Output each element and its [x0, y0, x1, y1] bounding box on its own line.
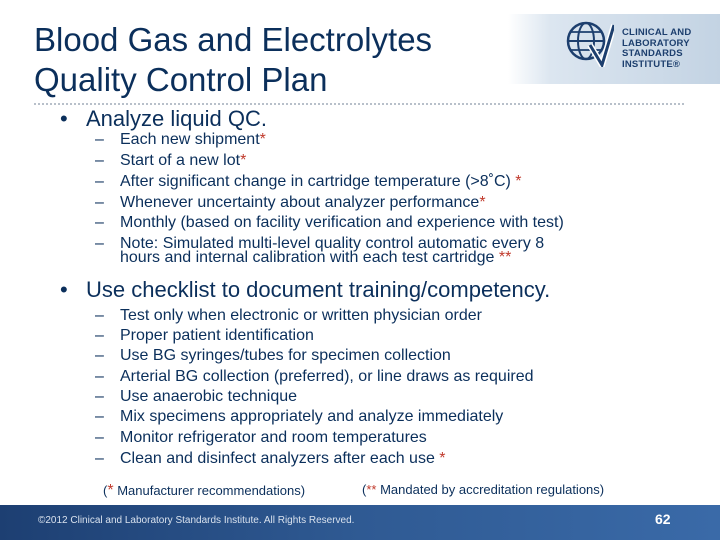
section2-heading — [60, 277, 550, 303]
slide-title-line1: Blood Gas and Electrolytes — [34, 21, 433, 58]
section2-heading-text: Use checklist to document training/competency. — [86, 277, 551, 302]
logo-line1: CLINICAL AND — [622, 27, 692, 38]
section1-heading — [60, 106, 267, 132]
slide-title — [34, 20, 432, 100]
copyright-text: ©2012 Clinical and Laboratory Standards Institute. All Rights Reserved. — [38, 515, 355, 526]
page-number: 62 — [655, 511, 671, 527]
title-divider — [34, 103, 684, 105]
globe-logo-icon — [562, 15, 614, 67]
logo-line2: LABORATORY — [622, 37, 690, 49]
footnote-manufacturer: (* Manufacturer recommendations) — [103, 482, 306, 499]
logo-wordmark — [622, 28, 691, 70]
slide-title-line2: Quality Control Plan — [34, 61, 328, 98]
logo-line3: STANDARDS — [622, 48, 683, 59]
footnote-accreditation: (** Mandated by accreditation regulations) — [362, 482, 605, 497]
bullet-icon: • — [60, 277, 68, 302]
section1-heading-text: Analyze liquid QC. — [86, 106, 267, 131]
logo-line4: INSTITUTE® — [622, 58, 681, 70]
bullet-icon: • — [60, 106, 68, 131]
